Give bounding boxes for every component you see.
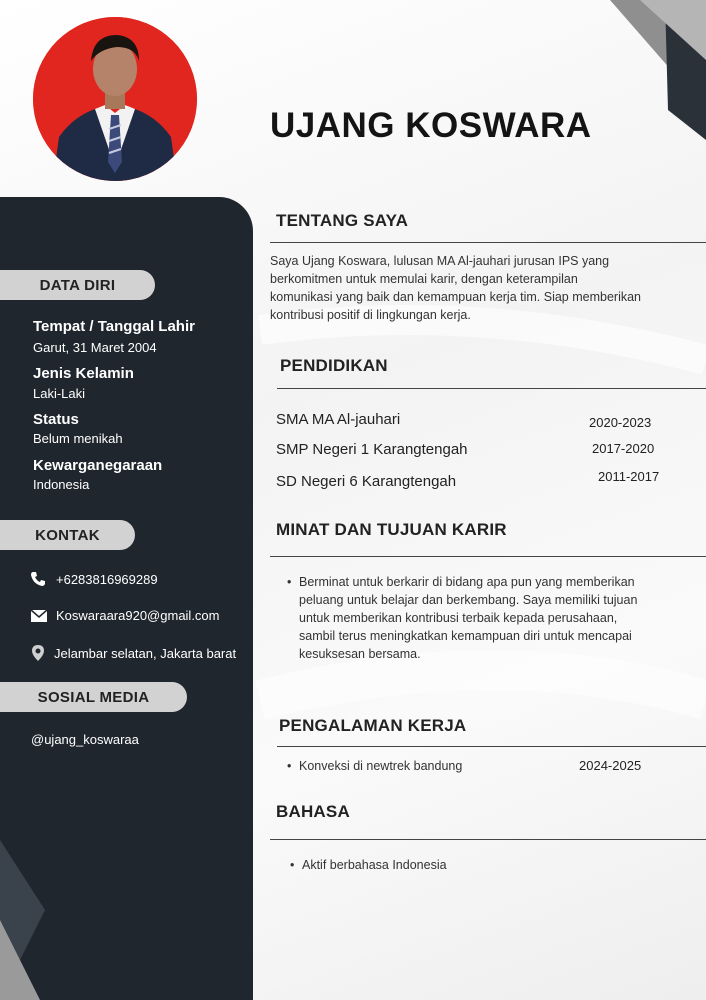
about-line: Saya Ujang Koswara, lulusan MA Al-jauhari jurusan IPS yang: [270, 254, 610, 268]
section-heading-tentang-saya: TENTANG SAYA: [276, 211, 409, 230]
social-handle: @ujang_koswaraa: [31, 732, 139, 747]
address-text: Jelambar selatan, Jakarta barat: [54, 645, 237, 661]
divider: [270, 242, 706, 243]
section-heading-minat: MINAT DAN TUJUAN KARIR: [276, 520, 507, 539]
education-years: 2011-2017: [598, 469, 660, 484]
career-goal-line: Berminat untuk berkarir di bidang apa pun yang memberikan: [299, 575, 635, 589]
about-line: berkomitmen untuk memulai karir, dengan keterampilan: [270, 272, 578, 286]
field-label-gender: Jenis Kelamin: [33, 365, 134, 382]
bullet-dot: •: [287, 759, 292, 773]
field-label-birth: Tempat / Tanggal Lahir: [33, 318, 195, 335]
about-line: komunikasi yang baik dan kemampuan kerja tim. Siap memberikan: [270, 290, 642, 304]
education-school: SMP Negeri 1 Karangtengah: [276, 441, 468, 458]
career-goal-bullet: [287, 573, 638, 663]
profile-photo: [33, 17, 197, 181]
education-years: 2017-2020: [592, 441, 655, 456]
field-value-birth: Garut, 31 Maret 2004: [33, 340, 157, 355]
divider: [277, 746, 706, 747]
education-school: SD Negeri 6 Karangtengah: [276, 473, 457, 490]
section-heading-data-diri: DATA DIRI: [0, 270, 155, 300]
education-school: SMA MA Al-jauhari: [276, 411, 401, 428]
language-item: [290, 856, 447, 874]
email-address: Koswaraara920@gmail.com: [56, 608, 220, 623]
phone-icon: [30, 571, 48, 587]
field-label-nationality: Kewarganegaraan: [33, 457, 163, 474]
mail-icon: [30, 609, 48, 623]
field-value-gender: Laki-Laki: [33, 386, 86, 401]
experience-text: Konveksi di newtrek bandung: [299, 759, 463, 773]
about-line: kontribusi positif di lingkungan kerja.: [270, 308, 471, 322]
about-paragraph: [270, 252, 641, 324]
career-goal-line: kesuksesan bersama.: [299, 647, 421, 661]
location-pin-icon: [30, 644, 46, 662]
language-text: Aktif berbahasa Indonesia: [302, 858, 447, 872]
phone-number: +6283816969289: [56, 571, 158, 587]
section-heading-bahasa: BAHASA: [276, 802, 350, 821]
section-heading-pendidikan: PENDIDIKAN: [280, 356, 388, 375]
contact-email: [30, 608, 220, 623]
field-value-status: Belum menikah: [33, 431, 123, 446]
section-heading-sosial-media: SOSIAL MEDIA: [0, 682, 187, 712]
full-name: UJANG KOSWARA: [270, 106, 592, 145]
section-heading-kontak: KONTAK: [0, 520, 135, 550]
career-goal-line: untuk memberikan kontribusi terbaik kepada perusahaan,: [299, 611, 618, 625]
divider: [270, 839, 706, 840]
bullet-dot: •: [287, 575, 292, 589]
career-goal-line: sambil terus meningkatkan kemampuan diri untuk mencapai: [299, 629, 632, 643]
section-heading-pengalaman: PENGALAMAN KERJA: [279, 716, 467, 735]
bullet-dot: •: [290, 858, 295, 872]
divider: [277, 388, 706, 389]
field-value-nationality: Indonesia: [33, 477, 90, 492]
experience-item: [287, 757, 463, 775]
contact-phone: [30, 571, 158, 587]
contact-address: [30, 644, 236, 662]
experience-years: 2024-2025: [579, 758, 642, 773]
education-years: 2020-2023: [589, 415, 652, 430]
divider: [270, 556, 706, 557]
field-label-status: Status: [33, 411, 79, 428]
career-goal-line: peluang untuk belajar dan berkembang. Saya memiliki tujuan: [299, 593, 638, 607]
corner-decoration: [0, 840, 60, 1000]
